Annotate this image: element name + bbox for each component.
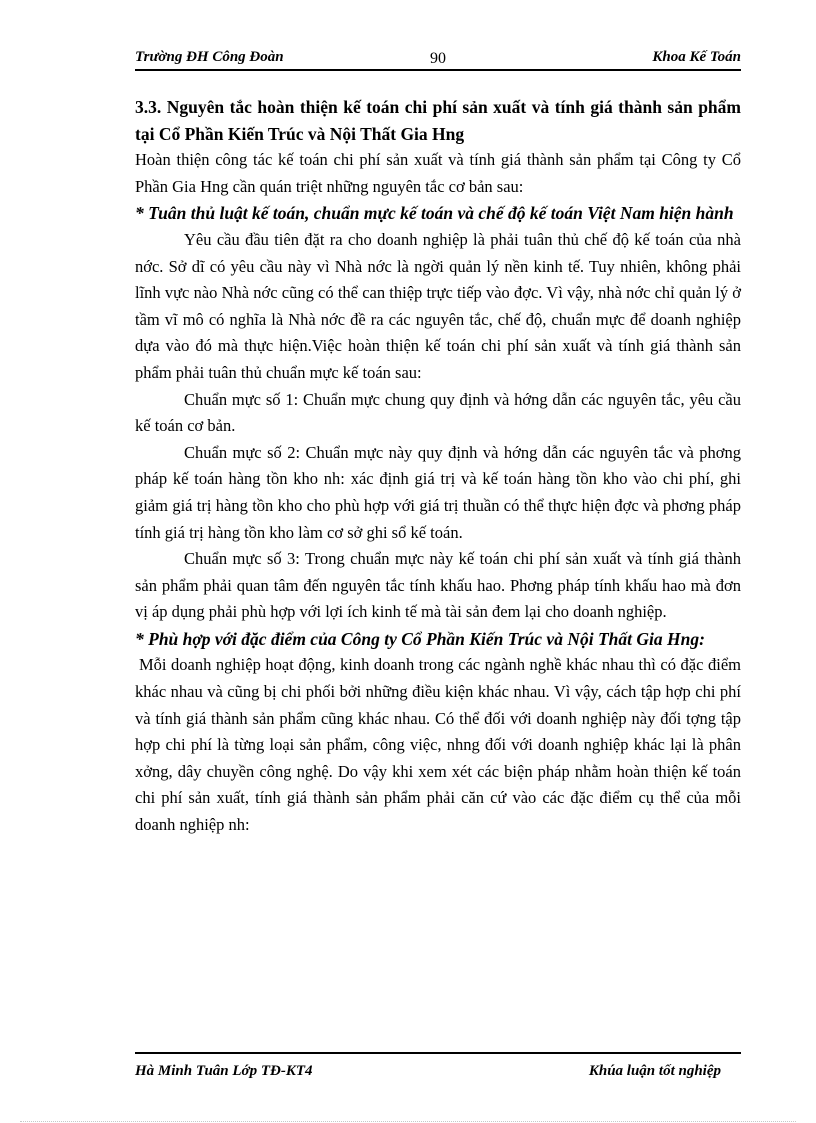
subheading-compliance: * Tuân thủ luật kế toán, chuẩn mực kế toán và chế độ kế toán Việt Nam hiện hành <box>135 203 734 224</box>
section-title: 3.3. Nguyên tắc hoàn thiện kế toán chi phí sản xuất và tính giá thành sản phẩm tại Cổ Phần Kiến Trúc và Nội Thất Gia Hng <box>135 97 741 144</box>
header-department: Khoa Kế Toán <box>652 49 741 65</box>
document-body <box>135 94 741 839</box>
standard-2-paragraph: Chuẩn mực số 2: Chuẩn mực này quy định và hớng dẫn các nguyên tắc và phơng pháp kế toán hàng tồn kho nh: xác định giá trị và kế toán hàng tồn kho vào chi phí, ghi giảm giá trị hàng tồn kho cho phù hợp với giá trị thuần có thể thực hiện đợc và phơng pháp tính giá trị hàng tồn kho làm cơ sở ghi sổ kế toán. <box>135 442 741 542</box>
header-school: Trường ĐH Công Đoàn <box>135 49 284 65</box>
subheading-company-fit: * Phù hợp với đặc điểm của Công ty Cổ Phần Kiến Trúc và Nội Thất Gia Hng: <box>135 628 705 649</box>
footer-thesis: Khúa luận tốt nghiệp <box>588 1063 721 1079</box>
page-header <box>135 47 741 71</box>
standard-1-paragraph: Chuẩn mực số 1: Chuẩn mực chung quy định và hớng dẫn các nguyên tắc, yêu cầu kế toán cơ bản. <box>135 389 741 436</box>
page-bottom-divider <box>20 1121 796 1122</box>
company-fit-paragraph: Mỗi doanh nghiệp hoạt động, kinh doanh trong các ngành nghề khác nhau thì có đặc điểm khác nhau và cũng bị chi phối bởi những điều kiện khác nhau. Vì vậy, cách tập hợp chi phí và tính giá thành sản phẩm cũng khác nhau. Có thể đối với doanh nghiệp này đối tợng tập hợp chi phí là từng loại sản phẩm, công việc, nhng đối với doanh nghiệp khác lại là phân xởng, dây chuyền công nghệ. Do vậy khi xem xét các biện pháp nhằm hoàn thiện kế toán chi phí sản xuất, tính giá thành sản phẩm phải căn cứ vào các đặc điểm cụ thể của mỗi doanh nghiệp nh: <box>135 655 741 835</box>
footer-author: Hà Minh Tuân Lớp TĐ-KT4 <box>135 1063 313 1079</box>
page-number: 90 <box>430 50 446 67</box>
intro-paragraph: Hoàn thiện công tác kế toán chi phí sản xuất và tính giá thành sản phẩm tại Công ty Cổ Phần Gia Hng cần quán triệt những nguyên tắc cơ bản sau: <box>135 150 741 196</box>
standard-3-paragraph: Chuẩn mực số 3: Trong chuẩn mực này kế toán chi phí sản xuất và tính giá thành sản phẩm phải quan tâm đến nguyên tắc tính khấu hao. Phơng pháp tính khấu hao mà đơn vị áp dụng phải phù hợp với lợi ích kinh tế mà tài sản đem lại cho doanh nghiệp. <box>135 549 741 622</box>
page-footer <box>135 1052 741 1082</box>
compliance-paragraph: Yêu cầu đầu tiên đặt ra cho doanh nghiệp là phải tuân thủ chế độ kế toán của nhà nớc. Sở dĩ có yêu cầu này vì Nhà nớc là ngời quản lý nền kinh tế. Tuy nhiên, không phải lĩnh vực nào Nhà nớc cũng có thể can thiệp trực tiếp vào đợc. Vì vậy, nhà nớc chỉ quản lý ở tầm vĩ mô có nghĩa là Nhà nớc đề ra các nguyên tắc, chế độ, chuẩn mực để doanh nghiệp dựa vào đó mà thực hiện.Việc hoàn thiện kế toán chi phí sản xuất và tính giá thành sản phẩm phải tuân thủ chuẩn mực kế toán sau: <box>135 229 741 382</box>
